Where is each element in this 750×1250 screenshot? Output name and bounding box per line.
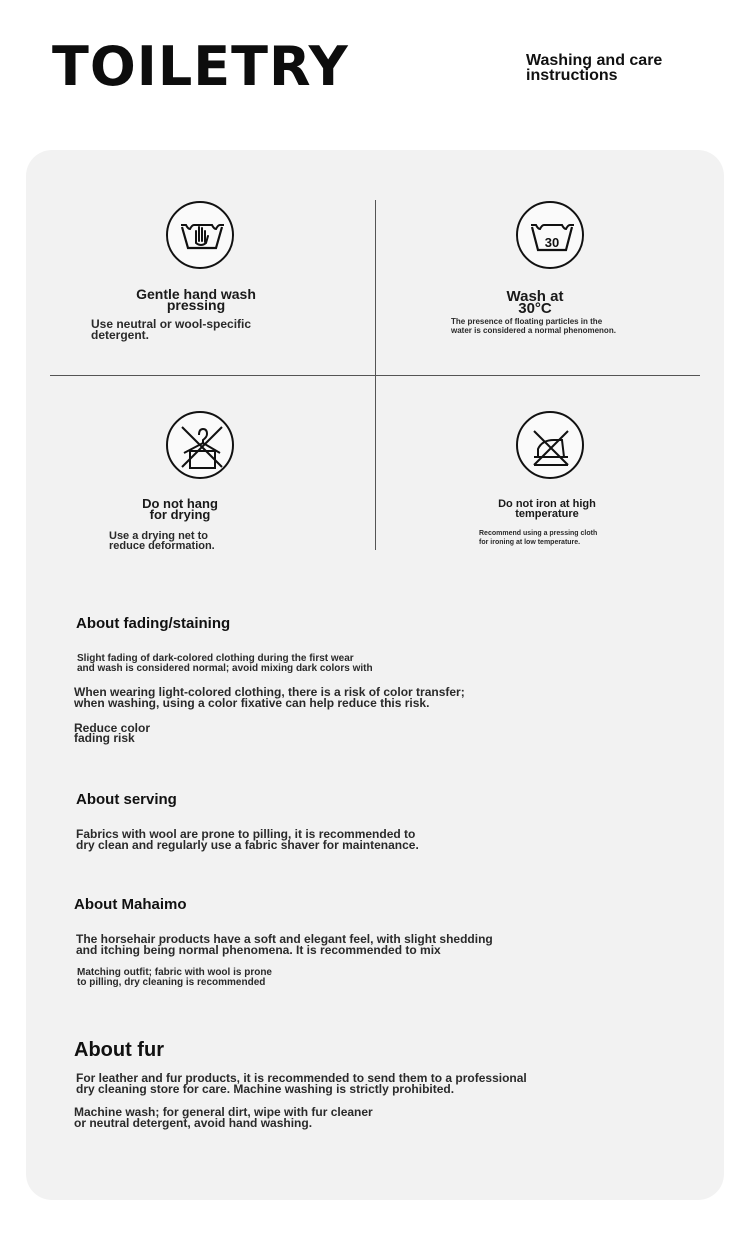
- section-heading-serving: About serving: [76, 791, 177, 808]
- section-heading-mahaimo: About Mahaimo: [74, 896, 187, 913]
- care-title-no-iron: Do not iron at high temperature: [498, 498, 596, 520]
- care-desc-hand-wash: Use neutral or wool-specific detergent.: [91, 317, 252, 342]
- care-title-wash-30: Wash at 30°C: [506, 288, 564, 317]
- fur-paragraph-2: Machine wash; for general dirt, wipe with fur cleaner or neutral detergent, avoid hand washing.: [74, 1105, 373, 1130]
- mahaimo-paragraph-2: Matching outfit; fabric with wool is prone to pilling, dry cleaning is recommended: [77, 967, 272, 988]
- serving-paragraph-1: Fabrics with wool are prone to pilling, it is recommended to dry clean and regularly use a fabric shaver for maintenance.: [76, 827, 419, 852]
- mahaimo-paragraph-1: The horsehair products have a soft and elegant feel, with slight shedding and itching being normal phenomena. It is recommended to mix: [76, 932, 493, 957]
- do-not-iron-icon: [516, 411, 584, 479]
- section-heading-fading: About fading/staining: [76, 615, 231, 632]
- grid-divider-horizontal: [50, 375, 700, 376]
- care-desc-wash-30: The presence of floating particles in the water is considered a normal phenomenon.: [451, 317, 616, 335]
- fading-paragraph-1: Slight fading of dark-colored clothing during the first wear and wash is considered normal; avoid mixing dark colors with: [77, 653, 373, 674]
- do-not-hang-dry-icon: [166, 411, 234, 479]
- care-desc-no-hang: Use a drying net to reduce deformation.: [109, 530, 215, 552]
- svg-text:30: 30: [544, 235, 560, 250]
- care-title-hand-wash: Gentle hand wash pressing: [136, 286, 256, 313]
- brand-title: TOILETRY: [52, 35, 349, 98]
- care-title-no-hang: Do not hang for drying: [142, 496, 218, 522]
- hand-wash-icon: [166, 201, 234, 269]
- header-note: Washing and care instructions: [526, 52, 663, 84]
- fur-paragraph-1: For leather and fur products, it is recommended to send them to a professional dry cleaning store for care. Machine washing is strictly prohibited.: [76, 1071, 527, 1096]
- care-desc-no-iron: Recommend using a pressing cloth for ironing at low temperature.: [479, 530, 598, 546]
- wash-30-icon: [516, 201, 584, 269]
- fading-paragraph-2: When wearing light-colored clothing, there is a risk of color transfer; when washing, using a color fixative can help reduce this risk.: [74, 685, 465, 710]
- section-heading-fur: About fur: [74, 1039, 164, 1061]
- fading-paragraph-3: Reduce color fading risk: [74, 721, 151, 745]
